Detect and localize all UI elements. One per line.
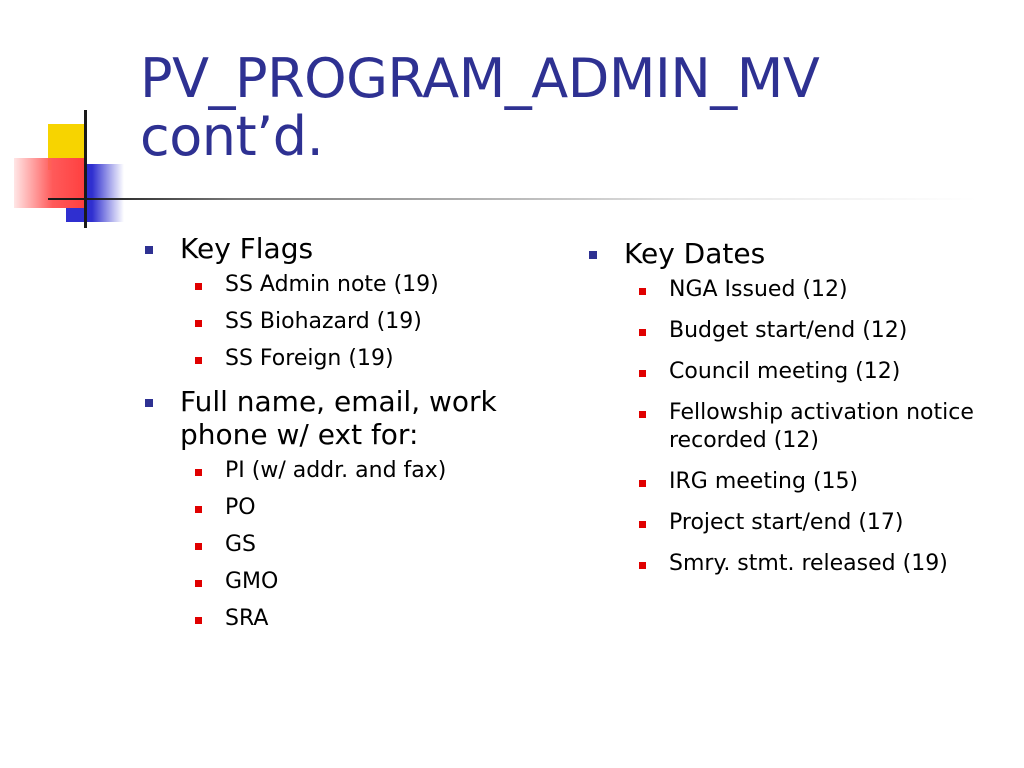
- sublist-item: [180, 531, 560, 559]
- sublist-item: [180, 308, 560, 336]
- list-item-key-dates: [584, 237, 1014, 578]
- slide-title: [140, 47, 1000, 168]
- sublist-item-label: GMO: [225, 569, 279, 594]
- sublist-item: [180, 457, 560, 485]
- vertical-rule-decoration: [84, 110, 87, 228]
- bullet-square-icon: [195, 357, 202, 364]
- sublist-item: [180, 568, 560, 596]
- left-bullet-list: [140, 232, 560, 633]
- sublist-item: [180, 494, 560, 522]
- sublist-item-label: Budget start/end (12): [669, 318, 908, 343]
- key-dates-sublist: [624, 276, 1014, 578]
- sublist-item-label: Council meeting (12): [669, 359, 901, 384]
- right-bullet-list: [584, 237, 1014, 578]
- bullet-square-icon: [145, 399, 153, 407]
- bullet-square-icon: [145, 246, 153, 254]
- sublist-item-label: NGA Issued (12): [669, 277, 848, 302]
- sublist-item: [624, 358, 1014, 386]
- bullet-square-icon: [195, 469, 202, 476]
- bullet-square-icon: [195, 543, 202, 550]
- sublist-item-label: Fellowship activation notice recorded (12): [669, 400, 974, 453]
- list-item-label: Key Flags: [180, 232, 314, 265]
- sublist-item-label: PI (w/ addr. and fax): [225, 458, 447, 483]
- sublist-item-label: SS Admin note (19): [225, 272, 439, 297]
- bullet-square-icon: [639, 288, 646, 295]
- bullet-square-icon: [639, 411, 646, 418]
- sublist-item: [180, 345, 560, 373]
- bullet-square-icon: [195, 320, 202, 327]
- sublist-item: [624, 276, 1014, 304]
- sublist-item-label: Smry. stmt. released (19): [669, 551, 948, 576]
- red-square-decoration: [14, 158, 84, 208]
- bullet-square-icon: [639, 329, 646, 336]
- sublist-item-label: Project start/end (17): [669, 510, 904, 535]
- contacts-sublist: [180, 457, 560, 633]
- left-column: [140, 232, 560, 645]
- sublist-item-label: SS Biohazard (19): [225, 309, 422, 334]
- list-item-label: Key Dates: [624, 237, 766, 270]
- slide-title-line-1: PV_PROGRAM_ADMIN_MV: [140, 47, 820, 110]
- sublist-item-label: SS Foreign (19): [225, 346, 394, 371]
- sublist-item: [624, 399, 1014, 455]
- bullet-square-icon: [195, 580, 202, 587]
- bullet-square-icon: [195, 617, 202, 624]
- key-flags-sublist: [180, 271, 560, 373]
- sublist-item: [180, 271, 560, 299]
- bullet-square-icon: [589, 251, 597, 259]
- sublist-item: [624, 509, 1014, 537]
- sublist-item: [624, 317, 1014, 345]
- sublist-item-label: PO: [225, 495, 256, 520]
- bullet-square-icon: [639, 521, 646, 528]
- list-item-key-flags: [140, 232, 560, 373]
- bullet-square-icon: [639, 562, 646, 569]
- sublist-item-label: IRG meeting (15): [669, 469, 859, 494]
- list-item-contacts: [140, 385, 560, 633]
- bullet-square-icon: [639, 480, 646, 487]
- bullet-square-icon: [639, 370, 646, 377]
- decorative-logo-blocks: [0, 100, 150, 230]
- slide-title-line-2: cont’d.: [140, 105, 324, 168]
- bullet-square-icon: [195, 506, 202, 513]
- sublist-item: [624, 550, 1014, 578]
- bullet-square-icon: [195, 283, 202, 290]
- sublist-item-label: GS: [225, 532, 257, 557]
- title-underline-rule: [48, 198, 978, 200]
- right-column: [584, 237, 1014, 591]
- list-item-label: Full name, email, work phone w/ ext for:: [180, 385, 497, 451]
- sublist-item-label: SRA: [225, 606, 269, 631]
- sublist-item: [624, 468, 1014, 496]
- sublist-item: [180, 605, 560, 633]
